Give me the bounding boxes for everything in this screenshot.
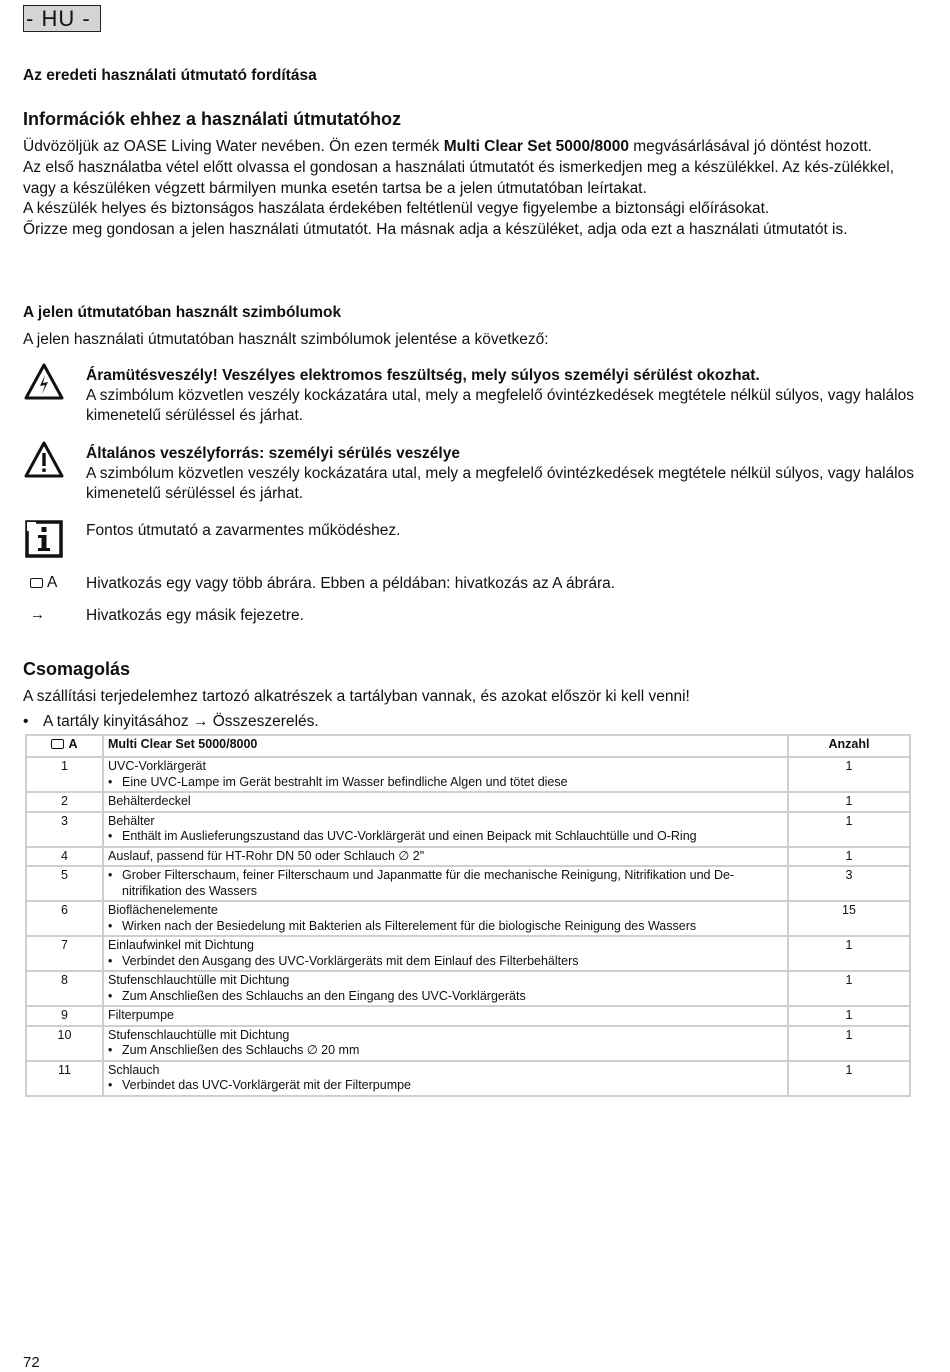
part-description <box>103 847 788 867</box>
bullet-icon: • <box>108 868 113 882</box>
intro-paragraph-4: Őrizze meg gondosan a jelen használati útmutatót. Ha másnak adja a készüléket, adja oda ezt a használati útmutatót is. <box>23 221 848 239</box>
column-header-name: Multi Clear Set 5000/8000 <box>103 735 788 757</box>
arrow-right-icon: → <box>30 606 45 623</box>
part-description <box>103 757 788 792</box>
part-description <box>103 1006 788 1026</box>
bullet-icon: • <box>108 1043 113 1057</box>
table-row <box>26 1006 910 1026</box>
part-note: • Enthält im Auslieferungszustand das UVC-Vorklärgerät und einen Beipack mit Schlauchtülle und O-Ring <box>108 829 697 843</box>
part-description <box>103 901 788 936</box>
part-description <box>103 936 788 971</box>
part-number: 6 <box>26 901 103 936</box>
part-name: Schlauch <box>108 1062 160 1077</box>
part-description <box>103 866 788 901</box>
bullet-icon: • <box>108 953 113 968</box>
table-row <box>26 1026 910 1061</box>
part-note: • Grober Filterschaum, feiner Filterschaum und Japanmatte für die mechanische Reinigung, Nitrifikation und De-nitrifikation des Wassers <box>108 868 735 898</box>
electric-hazard-description: Áramütésveszély! Veszélyes elektromos feszültség, mely súlyos személyi sérülést okozhat. A szimbólum közvetlen veszély kockázatára utal, mely a megfelelő óvintézkedések megtétele nélkül súlyos, vagy halálos kimenetelű sérüléssel és járhat. <box>86 367 914 424</box>
info-heading: Információk ehhez a használati útmutatóhoz <box>23 109 402 129</box>
part-quantity: 1 <box>788 792 910 812</box>
packaging-text: A szállítási terjedelemhez tartozó alkatrészek a tartályban vannak, és azokat először ki kell venni! <box>23 688 690 705</box>
symbols-intro: A jelen használati útmutatóban használt szimbólumok jelentése a következő: <box>23 331 549 348</box>
bullet-icon: • <box>23 713 29 730</box>
packaging-bullet: • A tartály kinyitásához → Összeszerelés. <box>23 713 319 730</box>
page-number: 72 <box>23 1354 40 1371</box>
part-number: 9 <box>26 1006 103 1026</box>
assembly-link: Összeszerelés. <box>212 713 319 730</box>
part-number: 1 <box>26 757 103 792</box>
product-name: Multi Clear Set 5000/8000 <box>443 138 629 155</box>
part-number: 2 <box>26 792 103 812</box>
intro-paragraph-1: Üdvözöljük az OASE Living Water nevében. Ön ezen termék Multi Clear Set 5000/8000 megvásárlásával jó döntést hozott. <box>23 138 872 155</box>
part-quantity: 1 <box>788 971 910 1006</box>
symbols-heading: A jelen útmutatóban használt szimbólumok <box>23 304 342 321</box>
part-quantity: 1 <box>788 1026 910 1061</box>
bullet-icon: • <box>108 774 113 789</box>
intro-section <box>23 137 923 241</box>
warning-icon <box>24 441 64 479</box>
table-row <box>26 971 910 1006</box>
info-icon <box>25 520 63 558</box>
part-description <box>103 792 788 812</box>
table-row <box>26 812 910 847</box>
part-name: Filterpumpe <box>108 1008 174 1022</box>
column-header-quantity: Anzahl <box>788 735 910 757</box>
figure-reference-symbol: A <box>30 574 57 592</box>
part-name: Behälter <box>108 813 155 828</box>
intro-paragraph-2: Az első használatba vétel előtt olvassa el gondosan a használati útmutatót és ismerkedjen meg a készülékkel. Az kés-zülékkel, vagy a készüléken végzett bármilyen munka esetén tartsa be a jelen útmutatóban leírtakat. <box>23 158 895 197</box>
part-description <box>103 1061 788 1096</box>
part-quantity: 15 <box>788 901 910 936</box>
part-quantity: 1 <box>788 1061 910 1096</box>
part-description <box>103 1026 788 1061</box>
part-quantity: 1 <box>788 812 910 847</box>
part-quantity: 1 <box>788 757 910 792</box>
table-row <box>26 1061 910 1096</box>
bullet-icon: • <box>108 988 113 1003</box>
book-icon <box>30 578 43 588</box>
table-header-row <box>26 735 910 757</box>
electric-hazard-icon <box>24 363 64 401</box>
column-header-ref: A <box>26 735 103 757</box>
part-number: 8 <box>26 971 103 1006</box>
bullet-icon: • <box>108 1078 113 1092</box>
general-hazard-description: Általános veszélyforrás: személyi sérülés veszélye A szimbólum közvetlen veszély kockázatára utal, mely a megfelelő óvintézkedések megtétele nélkül súlyos, vagy halálos kimenetelű sérüléssel és járhat. <box>86 445 914 502</box>
part-quantity: 1 <box>788 1006 910 1026</box>
part-name: Bioflächenelemente <box>108 903 218 917</box>
table-row <box>26 866 910 901</box>
part-name: Behälterdeckel <box>108 794 191 808</box>
part-number: 3 <box>26 812 103 847</box>
document-subtitle: Az eredeti használati útmutató fordítása <box>23 67 317 84</box>
part-note: • Verbindet den Ausgang des UVC-Vorklärgeräts mit dem Einlauf des Filterbehälters <box>108 953 579 968</box>
part-number: 5 <box>26 866 103 901</box>
table-row <box>26 901 910 936</box>
part-note: • Zum Anschließen des Schlauchs an den Eingang des UVC-Vorklärgeräts <box>108 988 526 1003</box>
part-name: Stufenschlauchtülle mit Dichtung <box>108 1027 290 1042</box>
part-note: • Verbindet das UVC-Vorklärgerät mit der Filterpumpe <box>108 1078 412 1092</box>
info-description: Fontos útmutató a zavarmentes működéshez. <box>86 522 401 539</box>
part-description <box>103 812 788 847</box>
part-number: 4 <box>26 847 103 867</box>
part-name: Auslauf, passend für HT-Rohr DN 50 oder Schlauch ∅ 2" <box>108 848 425 863</box>
part-number: 11 <box>26 1061 103 1096</box>
table-row <box>26 847 910 867</box>
parts-table <box>25 734 911 1097</box>
bullet-icon: • <box>108 829 113 843</box>
packaging-heading: Csomagolás <box>23 659 131 679</box>
part-number: 7 <box>26 936 103 971</box>
part-description <box>103 971 788 1006</box>
chapter-reference-description: Hivatkozás egy másik fejezetre. <box>86 607 304 624</box>
part-name: Einlaufwinkel mit Dichtung <box>108 938 254 952</box>
table-row <box>26 792 910 812</box>
part-number: 10 <box>26 1026 103 1061</box>
part-note: • Wirken nach der Besiedelung mit Bakterien als Filterelement für die biologische Reinigung des Wassers <box>108 918 697 933</box>
table-row <box>26 936 910 971</box>
arrow-right-icon: → <box>192 713 209 730</box>
table-row <box>26 757 910 792</box>
part-note: • Zum Anschließen des Schlauchs ∅ 20 mm <box>108 1043 360 1057</box>
intro-paragraph-3: A készülék helyes és biztonságos haszálata érdekében feltétlenül vegye figyelembe a biztonsági előírásokat. <box>23 200 770 218</box>
part-quantity: 3 <box>788 866 910 901</box>
figure-reference-description: Hivatkozás egy vagy több ábrára. Ebben a példában: hivatkozás az A ábrára. <box>86 575 616 592</box>
part-note: • Eine UVC-Lampe im Gerät bestrahlt im Wasser befindliche Algen und tötet diese <box>108 774 568 789</box>
part-name: Stufenschlauchtülle mit Dichtung <box>108 973 290 987</box>
language-tag: - HU - <box>23 5 101 32</box>
part-quantity: 1 <box>788 936 910 971</box>
book-icon <box>51 739 64 749</box>
part-name: UVC-Vorklärgerät <box>108 759 206 773</box>
bullet-icon: • <box>108 918 113 933</box>
part-quantity: 1 <box>788 847 910 867</box>
